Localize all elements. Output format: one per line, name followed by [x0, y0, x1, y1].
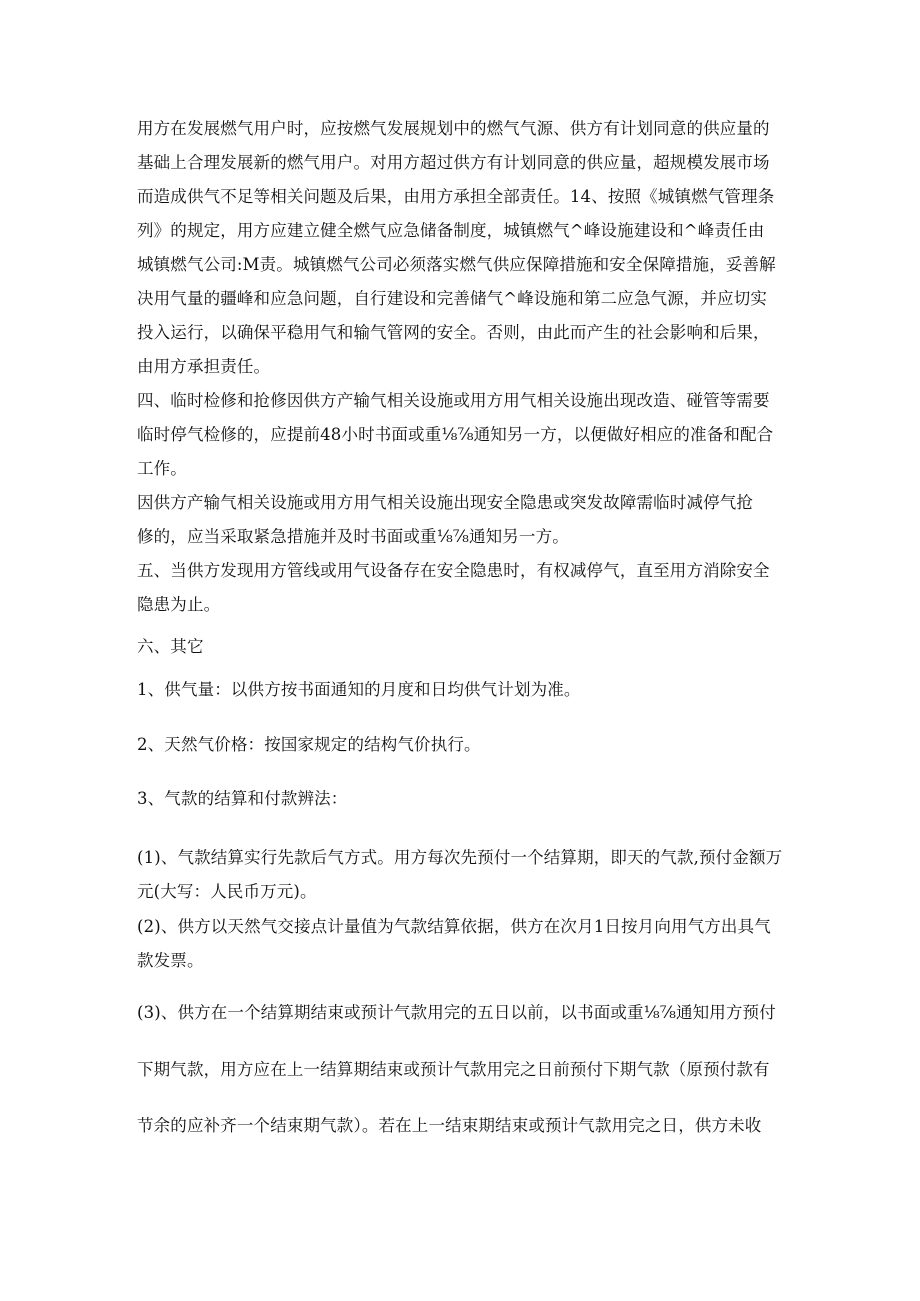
text-line: 工作。	[137, 459, 187, 478]
section-heading-6: 六、其它	[137, 637, 204, 656]
sub-item: (1)、气款结算实行先款后气方式。用方每次先预付一个结算期，即天的气款,预付金额万	[137, 848, 783, 867]
text-line: 决用气量的疆峰和应急问题，自行建设和完善储气^峰设施和第二应急气源，并应切实	[137, 289, 768, 308]
section-heading-5: 五、当供方发现用方管线或用气设备存在安全隐患时，有权减停气，直至用方消除安全	[137, 561, 770, 580]
text-line: 城镇燃气公司:M责。城镇燃气公司必须落实燃气供应保障措施和安全保障措施，妥善解	[137, 255, 776, 274]
text-line: 投入运行，以确保平稳用气和输气管网的安全。否则，由此而产生的社会影响和后果，	[137, 323, 770, 342]
text-line: 修的，应当采取紧急措施并及时书面或重⅛⅞通知另一方。	[137, 527, 569, 546]
text-line: 节余的应补齐一个结束期气款）。若在上一结束期结束或预计气款用完之日，供方未收	[137, 1116, 762, 1135]
text-line: 基础上合理发展新的燃气用户。对用方超过供方有计划同意的供应量，超规模发展市场	[137, 153, 770, 172]
sub-item: (2)、供方以天然气交接点计量值为气款结算依据，供方在次月1日按月向用气方出具气	[137, 917, 771, 936]
text-line: 由用方承担责任。	[137, 357, 271, 376]
text-line: 因供方产输气相关设施或用方用气相关设施出现安全隐患或突发故障需临时减停气抢	[137, 493, 754, 512]
list-item: 2、天然气价格：按国家规定的结构气价执行。	[137, 735, 481, 754]
text-line: 临时停气检修的，应提前48小时书面或重⅛⅞通知另一方，以便做好相应的准备和配合	[137, 425, 774, 444]
text-line: 款发票。	[137, 951, 204, 970]
text-line: 列》的规定，用方应建立健全燃气应急储备制度，城镇燃气^峰设施建设和^峰责任由	[137, 221, 765, 240]
section-heading-4: 四、临时检修和抢修因供方产输气相关设施或用方用气相关设施出现改造、碰管等需要	[137, 391, 770, 410]
text-line: 隐患为止。	[137, 595, 221, 614]
text-line: 下期气款，用方应在上一结算期结束或预计气款用完之日前预付下期气款（原预付款有	[137, 1060, 770, 1079]
list-item: 3、气款的结算和付款辨法：	[137, 789, 348, 808]
sub-item: (3)、供方在一个结算期结束或预计气款用完的五日以前，以书面或重⅛⅞通知用方预付	[137, 1003, 776, 1022]
text-line: 而造成供气不足等相关问题及后果，由用方承担全部责任。14、按照《城镇燃气管理条	[137, 187, 775, 206]
list-item: 1、供气量：以供方按书面通知的月度和日均供气计划为准。	[137, 680, 581, 699]
text-line: 元(大写：人民币万元)。	[137, 882, 317, 901]
text-line: 用方在发展燃气用户时，应按燃气发展规划中的燃气气源、供方有计划同意的供应量的	[137, 119, 770, 138]
